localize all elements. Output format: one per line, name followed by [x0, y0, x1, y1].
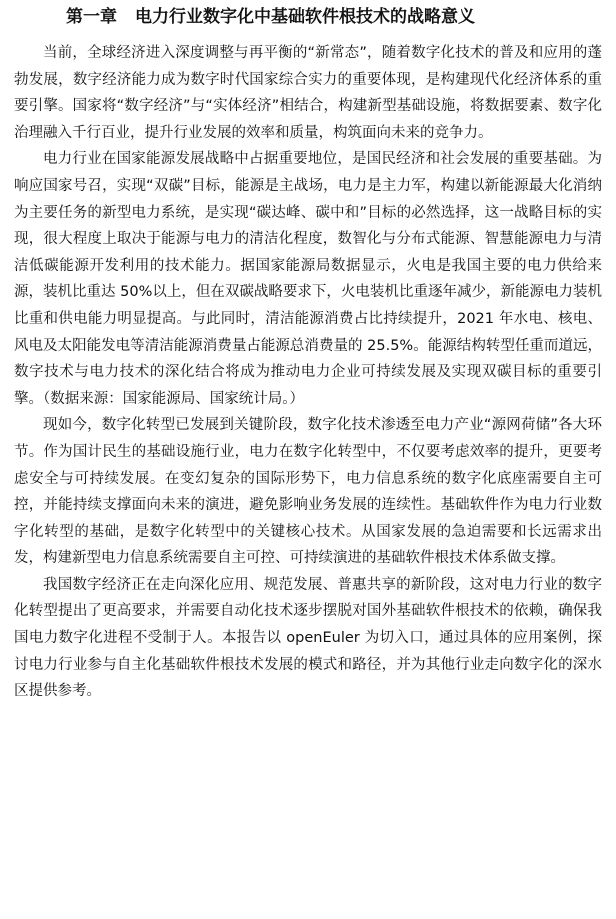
paragraph-2: 电力行业在国家能源发展战略中占据重要地位，是国民经济和社会发展的重要基础。为响应国家号召，实现“双碳”目标，能源是主战场，电力是主力军，构建以新能源最大化消纳为主要任务的新型电力系统，是实现“碳达峰、碳中和”目标的必然选择，这一战略目标的实现，很大程度上取决于能源与电力的清洁化程度，数智化与分布式能源、智慧能源电力与清洁低碳能源开发利用的技术能力。据国家能源局数据显示，火电是我国主要的电力供给来源，装机比重达 50%以上，但在双碳战略要求下，火电装机比重逐年减少，新能源电力装机比重和供电能力明显提高。与此同时，清洁能源消费占比持续提升，2021 年水电、核电、风电及太阳能发电等清洁能源消费量占能源总消费量的 25.5%。能源结构转型任重而道远，数字技术与电力技术的深化结合将成为推动电力企业可持续发展及实现双碳目标的重要引擎。（数据来源：国家能源局、国家统计局。） — [14, 151, 602, 407]
chapter-heading — [66, 4, 602, 30]
paragraph-1: 当前，全球经济进入深度调整与再平衡的“新常态”，随着数字化技术的普及和应用的蓬勃发展，数字经济能力成为数字时代国家综合实力的重要体现，是构建现代化经济体系的重要引擎。国家将“数字经济”与“实体经济”相结合，构建新型基础设施，将数据要素、数字化治理融入千行百业，提升行业发展的效率和质量，构筑面向未来的竞争力。 — [14, 45, 602, 141]
chapter-number: 第一章 — [66, 7, 117, 27]
paragraph-4: 我国数字经济正在走向深化应用、规范发展、普惠共享的新阶段，这对电力行业的数字化转型提出了更高要求，并需要自动化技术逐步摆脱对国外基础软件根技术的依赖，确保我国电力数字化进程不受制于人。本报告以 openEuler 为切入口，通过具体的应用案例，探讨电力行业参与自主化基础软件根技术发展的模式和路径，并为其他行业走向数字化的深水区提供参考。 — [14, 576, 602, 700]
paragraph-3: 现如今，数字化转型已发展到关键阶段，数字化技术渗透至电力产业“源网荷储”各大环节。作为国计民生的基础设施行业，电力在数字化转型中，不仅要考虑效率的提升，更要考虑安全与可持续发展。在变幻复杂的国际形势下，电力信息系统的数字化底座需要自主可控，并能持续支撑面向未来的演进，避免影响业务发展的连续性。基础软件作为电力行业数字化转型的基础，是数字化转型中的关键核心技术。从国家发展的急迫需要和长远需求出发，构建新型电力信息系统需要自主可控、可持续演进的基础软件根技术体系做支撑。 — [14, 417, 602, 567]
chapter-title: 电力行业数字化中基础软件根技术的战略意义 — [135, 7, 475, 27]
